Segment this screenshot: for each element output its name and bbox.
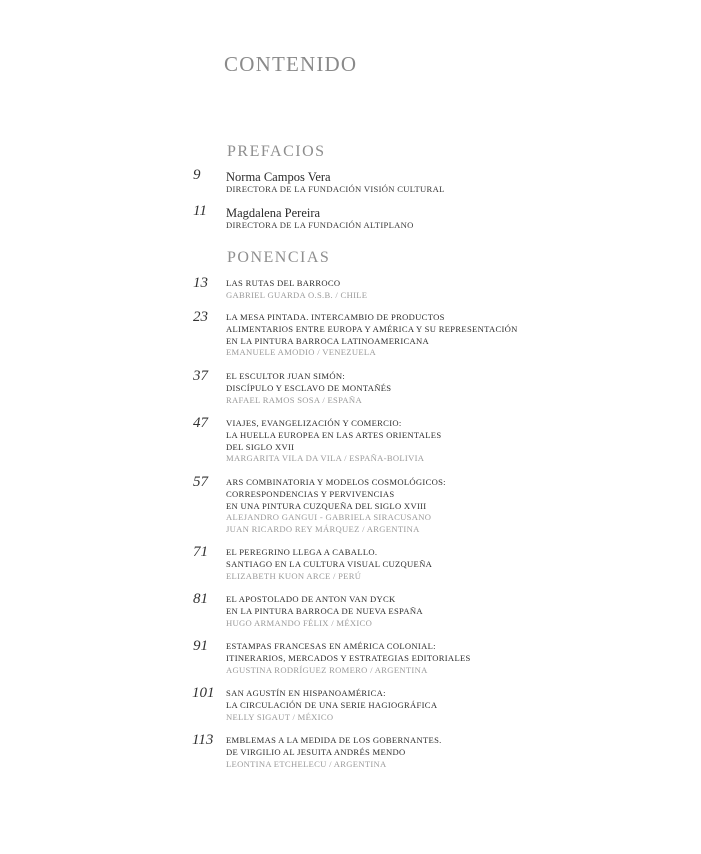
entry-title-line: DISCÍPULO Y ESCLAVO DE MONTAÑÉS [226, 382, 392, 393]
entry-author: ELIZABETH KUON ARCE / PERÚ [226, 570, 362, 581]
entry-role: DIRECTORA DE LA FUNDACIÓN ALTIPLANO [226, 220, 414, 230]
page-number: 113 [192, 732, 214, 748]
page-number: 71 [193, 544, 208, 560]
entry-title-line: LAS RUTAS DEL BARROCO [226, 278, 341, 288]
page-number: 23 [193, 309, 208, 325]
entry-title-line: SAN AGUSTÍN EN HISPANOAMÉRICA: [226, 688, 386, 698]
entry-author: RAFAEL RAMOS SOSA / ESPAÑA [226, 394, 362, 405]
page-number: 57 [193, 474, 208, 490]
entry-title-line: ITINERARIOS, MERCADOS Y ESTRATEGIAS EDITORIALES [226, 652, 471, 663]
entry-title-line: ALIMENTARIOS ENTRE EUROPA Y AMÉRICA Y SU REPRESENTACIÓN [226, 323, 518, 334]
entry-title-line: EMBLEMAS A LA MEDIDA DE LOS GOBERNANTES. [226, 735, 442, 745]
page-number: 13 [193, 275, 208, 291]
entry-author: JUAN RICARDO REY MÁRQUEZ / ARGENTINA [226, 524, 420, 535]
entry-title-line: EN UNA PINTURA CUZQUEÑA DEL SIGLO XVIII [226, 500, 427, 511]
entry-author: NELLY SIGAUT / MÉXICO [226, 711, 334, 722]
entry-author: EMANUELE AMODIO / VENEZUELA [226, 347, 376, 358]
page-number: 9 [193, 167, 201, 183]
section-heading-ponencias: PONENCIAS [227, 249, 331, 266]
entry-author: HUGO ARMANDO FÉLIX / MÉXICO [226, 617, 373, 628]
page-number: 47 [193, 415, 208, 431]
entry-role: DIRECTORA DE LA FUNDACIÓN VISIÓN CULTURAL [226, 184, 445, 194]
entry-author: AGUSTINA RODRÍGUEZ ROMERO / ARGENTINA [226, 664, 428, 675]
entry-author: GABRIEL GUARDA O.S.B. / CHILE [226, 289, 368, 300]
page-number: 81 [193, 591, 208, 607]
entry-title-line: VIAJES, EVANGELIZACIÓN Y COMERCIO: [226, 418, 402, 428]
entry-name: Norma Campos Vera [226, 170, 331, 184]
entry-title-line: EL PEREGRINO LLEGA A CABALLO. [226, 547, 378, 557]
page-number: 37 [193, 368, 208, 384]
entry-title-line: SANTIAGO EN LA CULTURA VISUAL CUZQUEÑA [226, 558, 433, 569]
entry-title-line: EN LA PINTURA BARROCA LATINOAMERICANA [226, 335, 430, 346]
page-number: 11 [193, 203, 207, 219]
entry-title-line: DEL SIGLO XVII [226, 441, 295, 452]
entry-title-line: EN LA PINTURA BARROCA DE NUEVA ESPAÑA [226, 605, 423, 616]
page-number: 91 [193, 638, 208, 654]
entry-author: LEONTINA ETCHELECU / ARGENTINA [226, 758, 387, 769]
entry-title-line: LA MESA PINTADA. INTERCAMBIO DE PRODUCTOS [226, 312, 445, 322]
page-number: 101 [192, 685, 215, 701]
section-heading-prefacios: PREFACIOS [227, 143, 326, 160]
entry-title-line: LA HUELLA EUROPEA EN LAS ARTES ORIENTALES [226, 429, 442, 440]
page-title: CONTENIDO [224, 52, 358, 76]
entry-name: Magdalena Pereira [226, 206, 321, 220]
entry-title-line: DE VIRGILIO AL JESUITA ANDRÉS MENDO [226, 746, 406, 757]
entry-title-line: LA CIRCULACIÓN DE UNA SERIE HAGIOGRÁFICA [226, 699, 438, 710]
entry-title-line: ESTAMPAS FRANCESAS EN AMÉRICA COLONIAL: [226, 641, 436, 651]
entry-title-line: CORRESPONDENCIAS Y PERVIVENCIAS [226, 488, 395, 499]
entry-title-line: EL ESCULTOR JUAN SIMÓN: [226, 371, 346, 381]
entry-author: ALEJANDRO GANGUI - GABRIELA SIRACUSANO [226, 512, 432, 523]
entry-title-line: ARS COMBINATORIA Y MODELOS COSMOLÓGICOS: [226, 477, 446, 487]
entry-title-line: EL APOSTOLADO DE ANTON VAN DYCK [226, 594, 396, 604]
entry-author: MARGARITA VILA DA VILA / ESPAÑA-BOLIVIA [226, 453, 425, 464]
